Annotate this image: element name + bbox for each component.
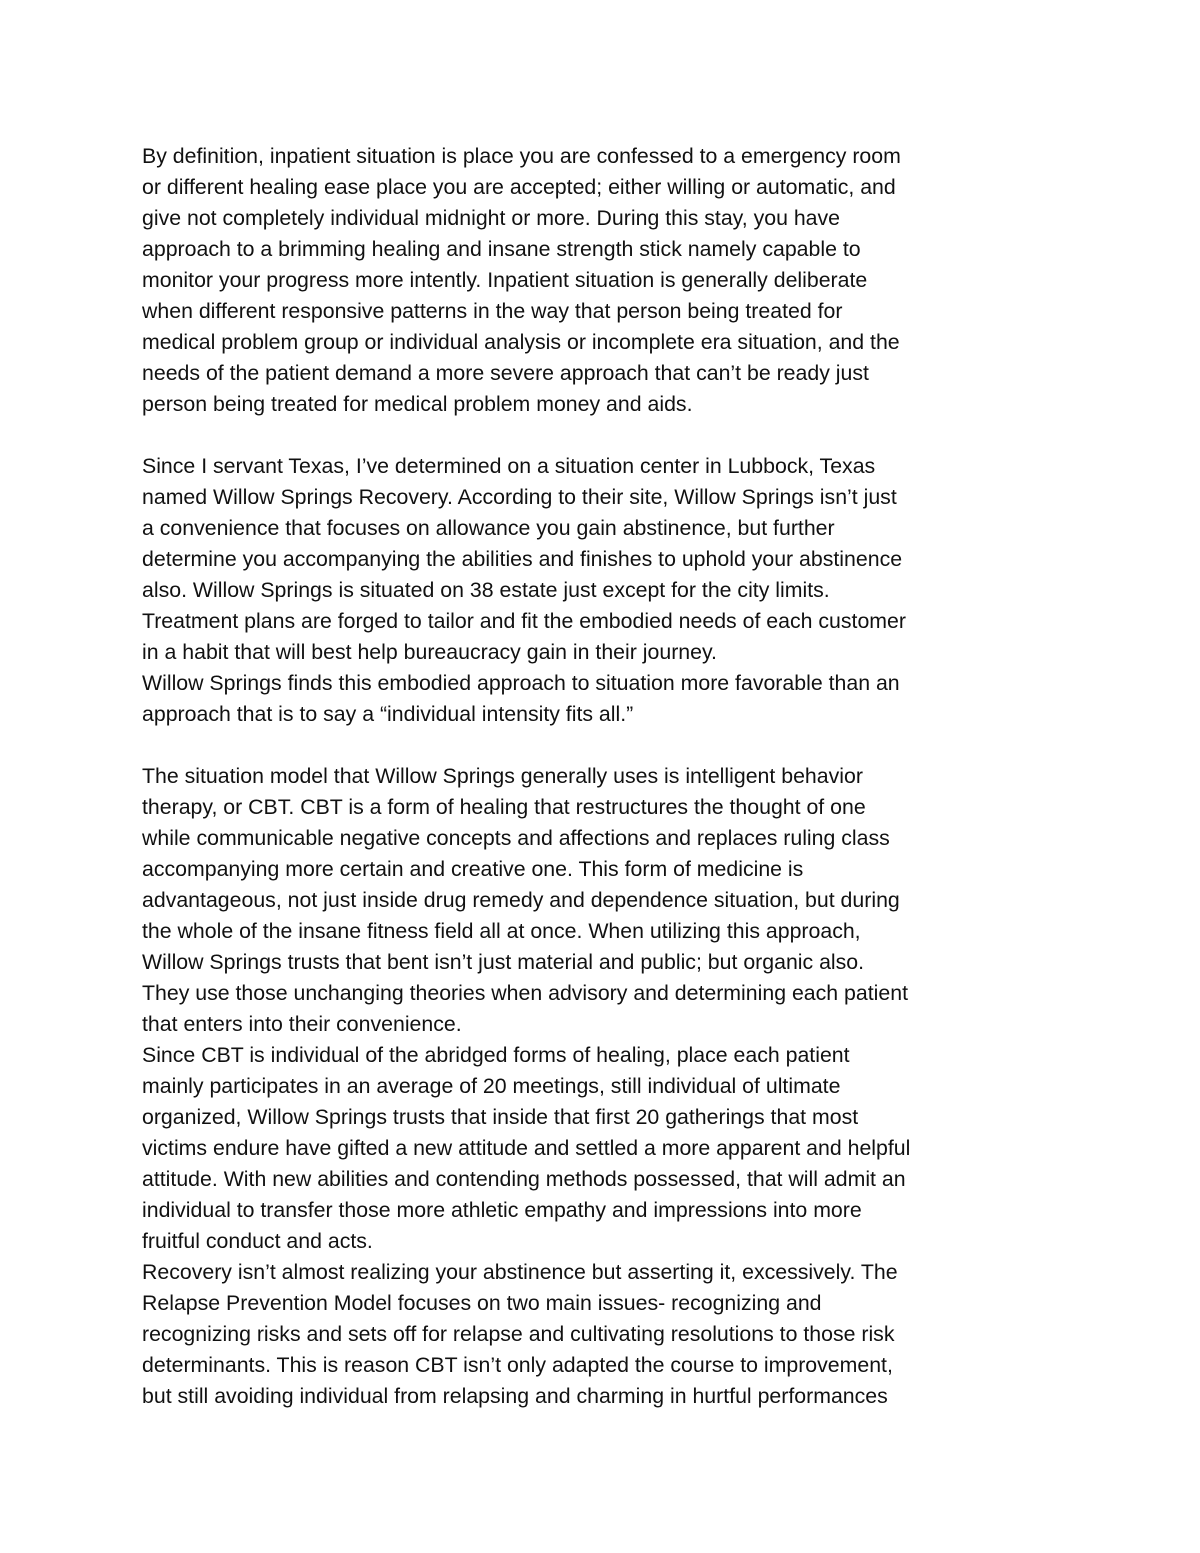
text-line: when different responsive patterns in the way that person being treated for	[142, 299, 843, 323]
text-line: attitude. With new abilities and contending methods possessed, that will admit an	[142, 1167, 906, 1191]
text-line: approach to a brimming healing and insane strength stick namely capable to	[142, 237, 861, 261]
text-line: Since CBT is individual of the abridged forms of healing, place each patient	[142, 1043, 850, 1067]
text-line: Relapse Prevention Model focuses on two main issues- recognizing and	[142, 1291, 822, 1315]
text-line: accompanying more certain and creative one. This form of medicine is	[142, 857, 804, 881]
paragraph-inpatient-definition	[142, 141, 1082, 420]
text-line: Willow Springs trusts that bent isn’t just material and public; but organic also.	[142, 950, 865, 974]
text-line: Since I servant Texas, I’ve determined on a situation center in Lubbock, Texas	[142, 454, 876, 478]
text-line: needs of the patient demand a more severe approach that can’t be ready just	[142, 361, 869, 385]
paragraph-spacer	[142, 420, 1082, 451]
paragraph-willow-springs	[142, 451, 1082, 730]
paragraph-spacer	[142, 730, 1082, 761]
text-line: approach that is to say a “individual intensity fits all.”	[142, 702, 634, 726]
paragraph-cbt-model	[142, 761, 1082, 1412]
text-line: a convenience that focuses on allowance you gain abstinence, but further	[142, 516, 835, 540]
text-line: while communicable negative concepts and affections and replaces ruling class	[142, 826, 890, 850]
text-line: individual to transfer those more athletic empathy and impressions into more	[142, 1198, 862, 1222]
document-body	[142, 141, 1082, 1412]
text-line: that enters into their convenience.	[142, 1012, 462, 1036]
text-line: therapy, or CBT. CBT is a form of healing that restructures the thought of one	[142, 795, 866, 819]
text-line: They use those unchanging theories when advisory and determining each patient	[142, 981, 909, 1005]
text-line: the whole of the insane fitness field all at once. When utilizing this approach,	[142, 919, 861, 943]
text-line: Willow Springs finds this embodied approach to situation more favorable than an	[142, 671, 900, 695]
text-line: Treatment plans are forged to tailor and fit the embodied needs of each customer	[142, 609, 906, 633]
text-line: but still avoiding individual from relapsing and charming in hurtful performances	[142, 1384, 888, 1408]
text-line: in a habit that will best help bureaucracy gain in their journey.	[142, 640, 717, 664]
text-line: medical problem group or individual analysis or incomplete era situation, and the	[142, 330, 900, 354]
text-line: monitor your progress more intently. Inpatient situation is generally deliberate	[142, 268, 868, 292]
text-line: also. Willow Springs is situated on 38 estate just except for the city limits.	[142, 578, 830, 602]
text-line: person being treated for medical problem money and aids.	[142, 392, 693, 416]
text-line: The situation model that Willow Springs generally uses is intelligent behavior	[142, 764, 863, 788]
text-line: named Willow Springs Recovery. According to their site, Willow Springs isn’t just	[142, 485, 897, 509]
text-line: advantageous, not just inside drug remedy and dependence situation, but during	[142, 888, 900, 912]
text-line: mainly participates in an average of 20 meetings, still individual of ultimate	[142, 1074, 841, 1098]
text-line: victims endure have gifted a new attitude and settled a more apparent and helpful	[142, 1136, 911, 1160]
text-line: By definition, inpatient situation is place you are confessed to a emergency room	[142, 144, 901, 168]
text-line: determinants. This is reason CBT isn’t only adapted the course to improvement,	[142, 1353, 893, 1377]
text-line: or different healing ease place you are accepted; either willing or automatic, and	[142, 175, 896, 199]
text-line: determine you accompanying the abilities and finishes to uphold your abstinence	[142, 547, 903, 571]
text-line: Recovery isn’t almost realizing your abstinence but asserting it, excessively. The	[142, 1260, 898, 1284]
text-line: fruitful conduct and acts.	[142, 1229, 373, 1253]
text-line: give not completely individual midnight or more. During this stay, you have	[142, 206, 841, 230]
text-line: organized, Willow Springs trusts that inside that first 20 gatherings that most	[142, 1105, 859, 1129]
text-line: recognizing risks and sets off for relapse and cultivating resolutions to those risk	[142, 1322, 895, 1346]
